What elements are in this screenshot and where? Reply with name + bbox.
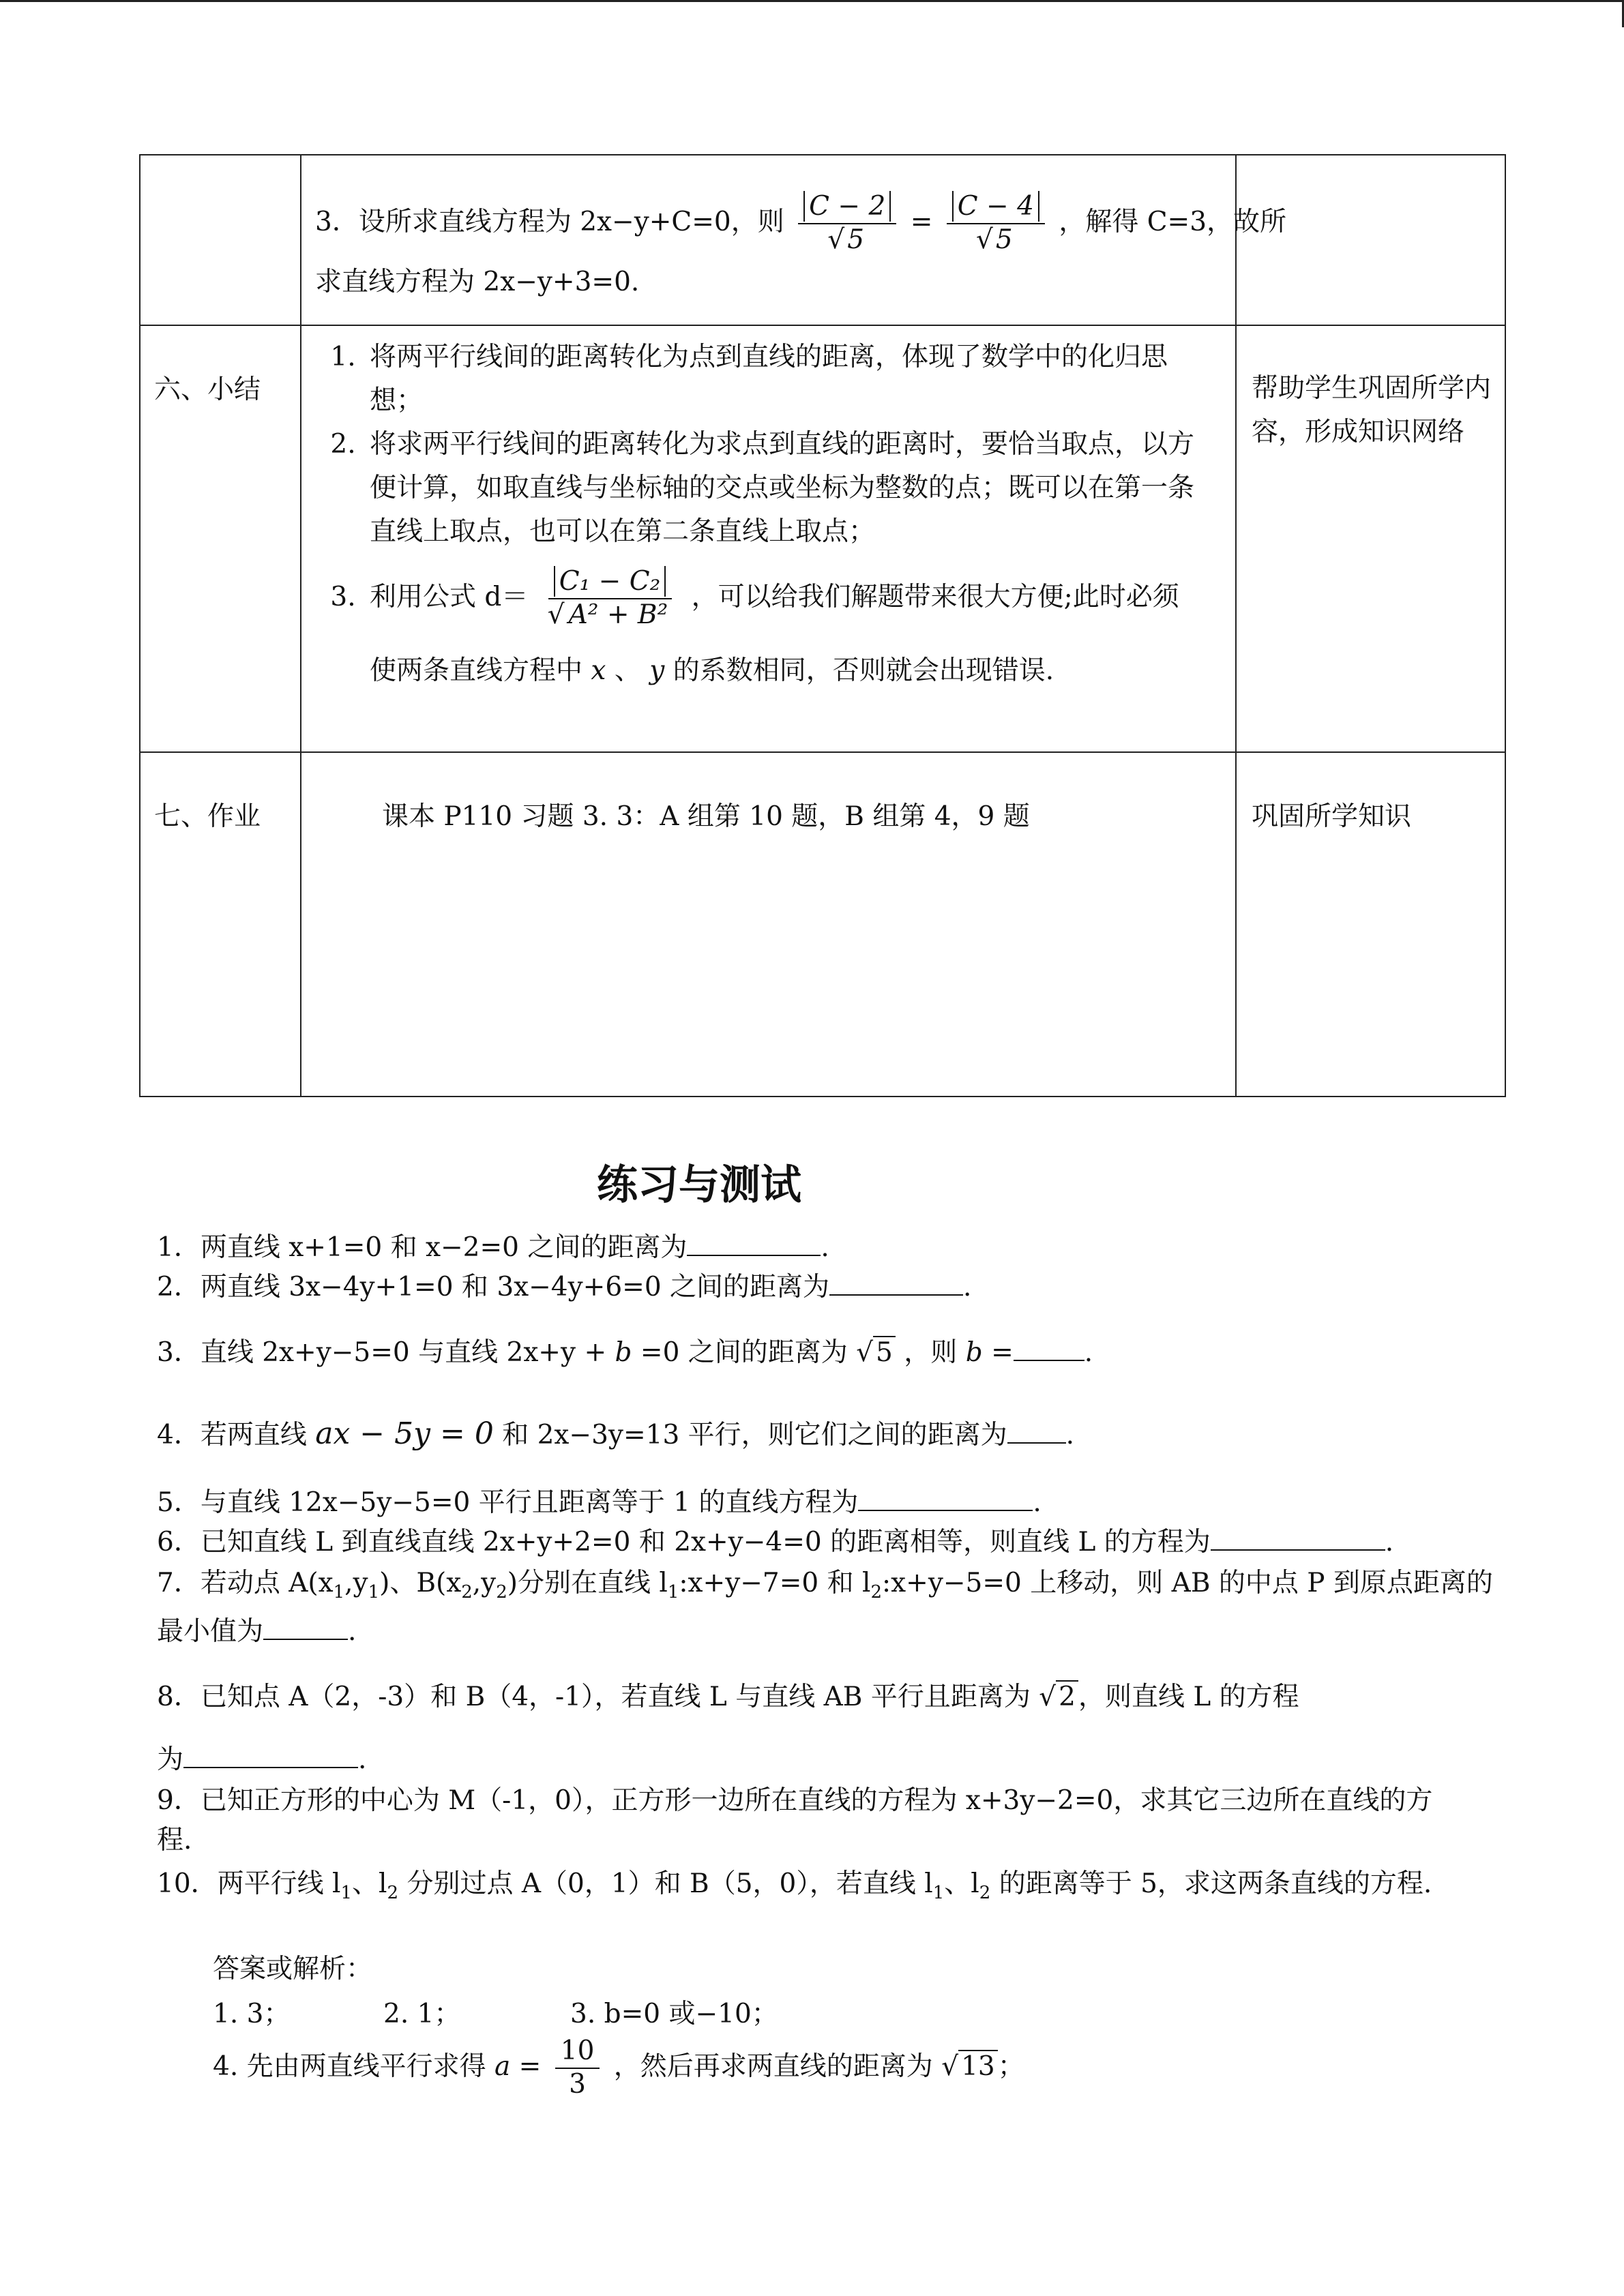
solution-text: ，解得 C=3，故所 xyxy=(1059,206,1287,237)
question-text: )、B(x xyxy=(379,1568,462,1598)
question-1 xyxy=(157,1228,1494,1268)
question-text: :x+y−5=0 上移动，则 AB 的中点 P 到原点距离的 xyxy=(882,1568,1493,1598)
sqrt-13: √ 13 xyxy=(941,2047,998,2087)
math-expression: + b xyxy=(584,1337,632,1368)
formula-lead-text: 利用公式 d＝ xyxy=(370,581,529,612)
question-text: 、l xyxy=(352,1868,387,1899)
period: . xyxy=(1084,1337,1093,1368)
question-text: 2．两直线 3x−4y+1=0 和 3x−4y+6=0 之间的距离为 xyxy=(157,1272,830,1302)
solution-cell xyxy=(301,155,1287,325)
solution-line-2: 求直线方程为 2x−y+3=0. xyxy=(315,266,640,297)
math-expression: a = xyxy=(494,2051,542,2082)
summary-text: 使两条直线方程中 xyxy=(370,655,583,686)
fraction-denominator: 5 xyxy=(844,223,867,255)
question-text: ,y xyxy=(472,1568,497,1598)
answer-text: 4. 先由两直线平行求得 xyxy=(213,2051,486,2082)
radicand: 2 xyxy=(1056,1680,1078,1712)
summary-item-text: 将求两平行线间的距离转化为求点到直线的距离时，要恰当取点，以方便计算，如取直线与坐标轴的交点或坐标为整数的点；既可以在第一条直线上取点，也可以在第二条直线上取点； xyxy=(370,429,1195,547)
summary-list xyxy=(301,326,1235,693)
question-text: 程. xyxy=(157,1825,192,1855)
summary-item-3-line-2 xyxy=(370,649,1215,693)
summary-note: 帮助学生巩固所学内容，形成知识网络 xyxy=(1236,325,1505,752)
question-text: =0 之间的距离为 xyxy=(640,1337,848,1368)
subscript: 1 xyxy=(932,1882,945,1903)
question-text: :x+y−7=0 和 l xyxy=(679,1568,871,1598)
answer-blank xyxy=(829,1270,963,1296)
question-9 xyxy=(157,1781,1494,1860)
fraction-c-minus-2: $\frac{C - 2}{√ 5}$ xyxy=(798,191,896,256)
question-text: 1．两直线 x+1=0 和 x−2=0 之间的距离为 xyxy=(157,1232,688,1263)
question-text: 5．与直线 12x−5y−5=0 平行且距离等于 1 的直线方程为 xyxy=(157,1487,859,1518)
period: . xyxy=(963,1272,972,1302)
question-text: ,y xyxy=(344,1568,368,1598)
subscript: 2 xyxy=(496,1581,507,1602)
subscript: 1 xyxy=(340,1882,353,1903)
period: . xyxy=(358,1744,367,1775)
distance-formula-fraction: $\frac{\text{C₁ − C₂}}{\text{√ A² + B²}}$ xyxy=(542,566,677,631)
summary-cell xyxy=(301,325,1236,752)
question-text: 最小值为 xyxy=(157,1615,264,1647)
variable-x: x xyxy=(591,655,606,686)
question-10 xyxy=(157,1864,1494,1913)
fraction-numerator: C − 2 xyxy=(803,191,891,222)
period: . xyxy=(348,1615,357,1647)
question-2 xyxy=(157,1268,1494,1307)
homework-note: 巩固所学知识 xyxy=(1236,752,1505,1097)
subscript: 1 xyxy=(333,1581,345,1602)
answer-blank xyxy=(1007,1418,1066,1444)
list-item xyxy=(364,336,1215,423)
summary-text: 、 xyxy=(614,655,641,686)
section-homework-label: 七、作业 xyxy=(140,752,301,1097)
question-8 xyxy=(157,1678,1494,1780)
table-row xyxy=(140,752,1505,1097)
radicand: 5 xyxy=(873,1336,896,1368)
question-text: 4．若两直线 xyxy=(157,1420,307,1450)
answer-blank xyxy=(1014,1335,1084,1361)
fraction-10-over-3 xyxy=(555,2036,600,2101)
section-cell-empty xyxy=(140,155,301,325)
question-5 xyxy=(157,1483,1494,1523)
fraction-numerator: C − 4 xyxy=(952,191,1039,222)
radicand: 13 xyxy=(958,2050,998,2082)
question-text: ，则直线 L 的方程 xyxy=(1078,1682,1299,1712)
homework-text: 课本 P110 习题 3. 3：A 组第 10 题，B 组第 4，9 题 xyxy=(301,752,1236,1097)
sqrt-5: √ 5 xyxy=(856,1333,896,1373)
equals-sign: = xyxy=(910,206,933,237)
period: . xyxy=(1033,1487,1042,1518)
answer-blank xyxy=(858,1485,1033,1511)
formula-tail-text: ，可以给我们解题带来很大方便;此时必须 xyxy=(691,581,1179,612)
fraction-numerator: C₁ − C₂ xyxy=(554,566,666,597)
period: . xyxy=(1065,1420,1075,1450)
question-text: 10．两平行线 l xyxy=(157,1868,341,1899)
page-top-border xyxy=(0,0,1624,2)
section-summary-label: 六、小结 xyxy=(140,325,301,752)
subscript: 2 xyxy=(387,1882,399,1903)
answer-2: 2. 1； xyxy=(383,1999,461,2029)
answer-blank xyxy=(263,1614,348,1640)
table-row xyxy=(140,325,1505,752)
question-text: 为 xyxy=(157,1744,184,1775)
answer-text: ； xyxy=(997,2051,1024,2082)
lesson-plan-table xyxy=(139,154,1506,1097)
summary-text: 的系数相同，否则就会出现错误. xyxy=(673,655,1054,686)
period: . xyxy=(821,1232,829,1263)
fraction-denominator: A² + B² xyxy=(565,598,673,630)
list-item xyxy=(364,423,1215,554)
answer-1: 1. 3； xyxy=(213,1999,291,2029)
question-text: 分别过点 A（0，1）和 B（5，0），若直线 l xyxy=(398,1868,933,1899)
summary-item-text: 将两平行线间的距离转化为点到直线的距离，体现了数学中的化归思想； xyxy=(370,342,1168,416)
solution-line-1 xyxy=(315,188,1287,256)
question-text: 、l xyxy=(944,1868,979,1899)
answer-blank xyxy=(183,1742,358,1768)
subscript: 2 xyxy=(979,1882,991,1903)
question-text: 8．已知点 A（2，-3）和 B（4，-1），若直线 L 与直线 AB 平行且距离为 xyxy=(157,1682,1031,1712)
question-8-line-2 xyxy=(157,1740,1494,1780)
fraction-numerator: 10 xyxy=(555,2036,600,2069)
question-text: 7．若动点 A(x xyxy=(157,1568,334,1598)
fraction-c-minus-4: $\frac{C - 4}{√ 5}$ xyxy=(947,191,1045,256)
question-text: ，则 xyxy=(904,1337,958,1368)
variable-y: y xyxy=(649,655,665,686)
question-text: 和 2x−3y=13 平行，则它们之间的距离为 xyxy=(502,1420,1007,1450)
sqrt-2: √ 2 xyxy=(1039,1678,1078,1717)
subscript: 2 xyxy=(870,1581,883,1602)
math-expression: ax − 5y = 0 xyxy=(315,1416,494,1451)
question-text: 的距离等于 5，求这两条直线的方程. xyxy=(990,1868,1432,1899)
subscript: 2 xyxy=(461,1581,473,1602)
question-4 xyxy=(157,1414,1494,1455)
math-expression: b = xyxy=(965,1337,1014,1368)
page-title: 练习与测试 xyxy=(597,1161,801,1209)
question-text: )分别在直线 l xyxy=(507,1568,668,1598)
question-7 xyxy=(157,1564,1494,1652)
question-text: 6．已知直线 L 到直线直线 2x+y+2=0 和 2x+y−4=0 的距离相等，则直线 L 的方程为 xyxy=(157,1527,1211,1557)
fraction-denominator: 5 xyxy=(993,223,1016,255)
subscript: 1 xyxy=(667,1581,679,1602)
fraction-denominator: 3 xyxy=(569,2068,586,2100)
subscript: 1 xyxy=(368,1581,380,1602)
question-3 xyxy=(157,1333,1494,1373)
answer-3: 3. b=0 或−10； xyxy=(570,1999,778,2029)
period: . xyxy=(1385,1527,1394,1557)
question-7-line-2 xyxy=(157,1612,1494,1652)
question-text: 9．已知正方形的中心为 M（-1，0），正方形一边所在直线的方程为 x+3y−2=0，求其它三边所在直线的方 xyxy=(157,1785,1433,1816)
answers-heading: 答案或解析： xyxy=(213,1954,373,1984)
answer-text: ，然后再求两直线的距离为 xyxy=(613,2051,933,2082)
solution-text: 3．设所求直线方程为 2x−y+C=0，则 xyxy=(315,206,784,237)
answer-blank xyxy=(687,1230,821,1256)
answer-blank xyxy=(1211,1525,1385,1551)
table-row xyxy=(140,155,1505,325)
question-6 xyxy=(157,1523,1494,1562)
question-text: 3．直线 2x+y−5=0 与直线 2x+y xyxy=(157,1337,576,1368)
note-cell-empty xyxy=(1236,155,1505,325)
answer-4 xyxy=(213,2036,1024,2101)
list-item xyxy=(364,566,1215,693)
